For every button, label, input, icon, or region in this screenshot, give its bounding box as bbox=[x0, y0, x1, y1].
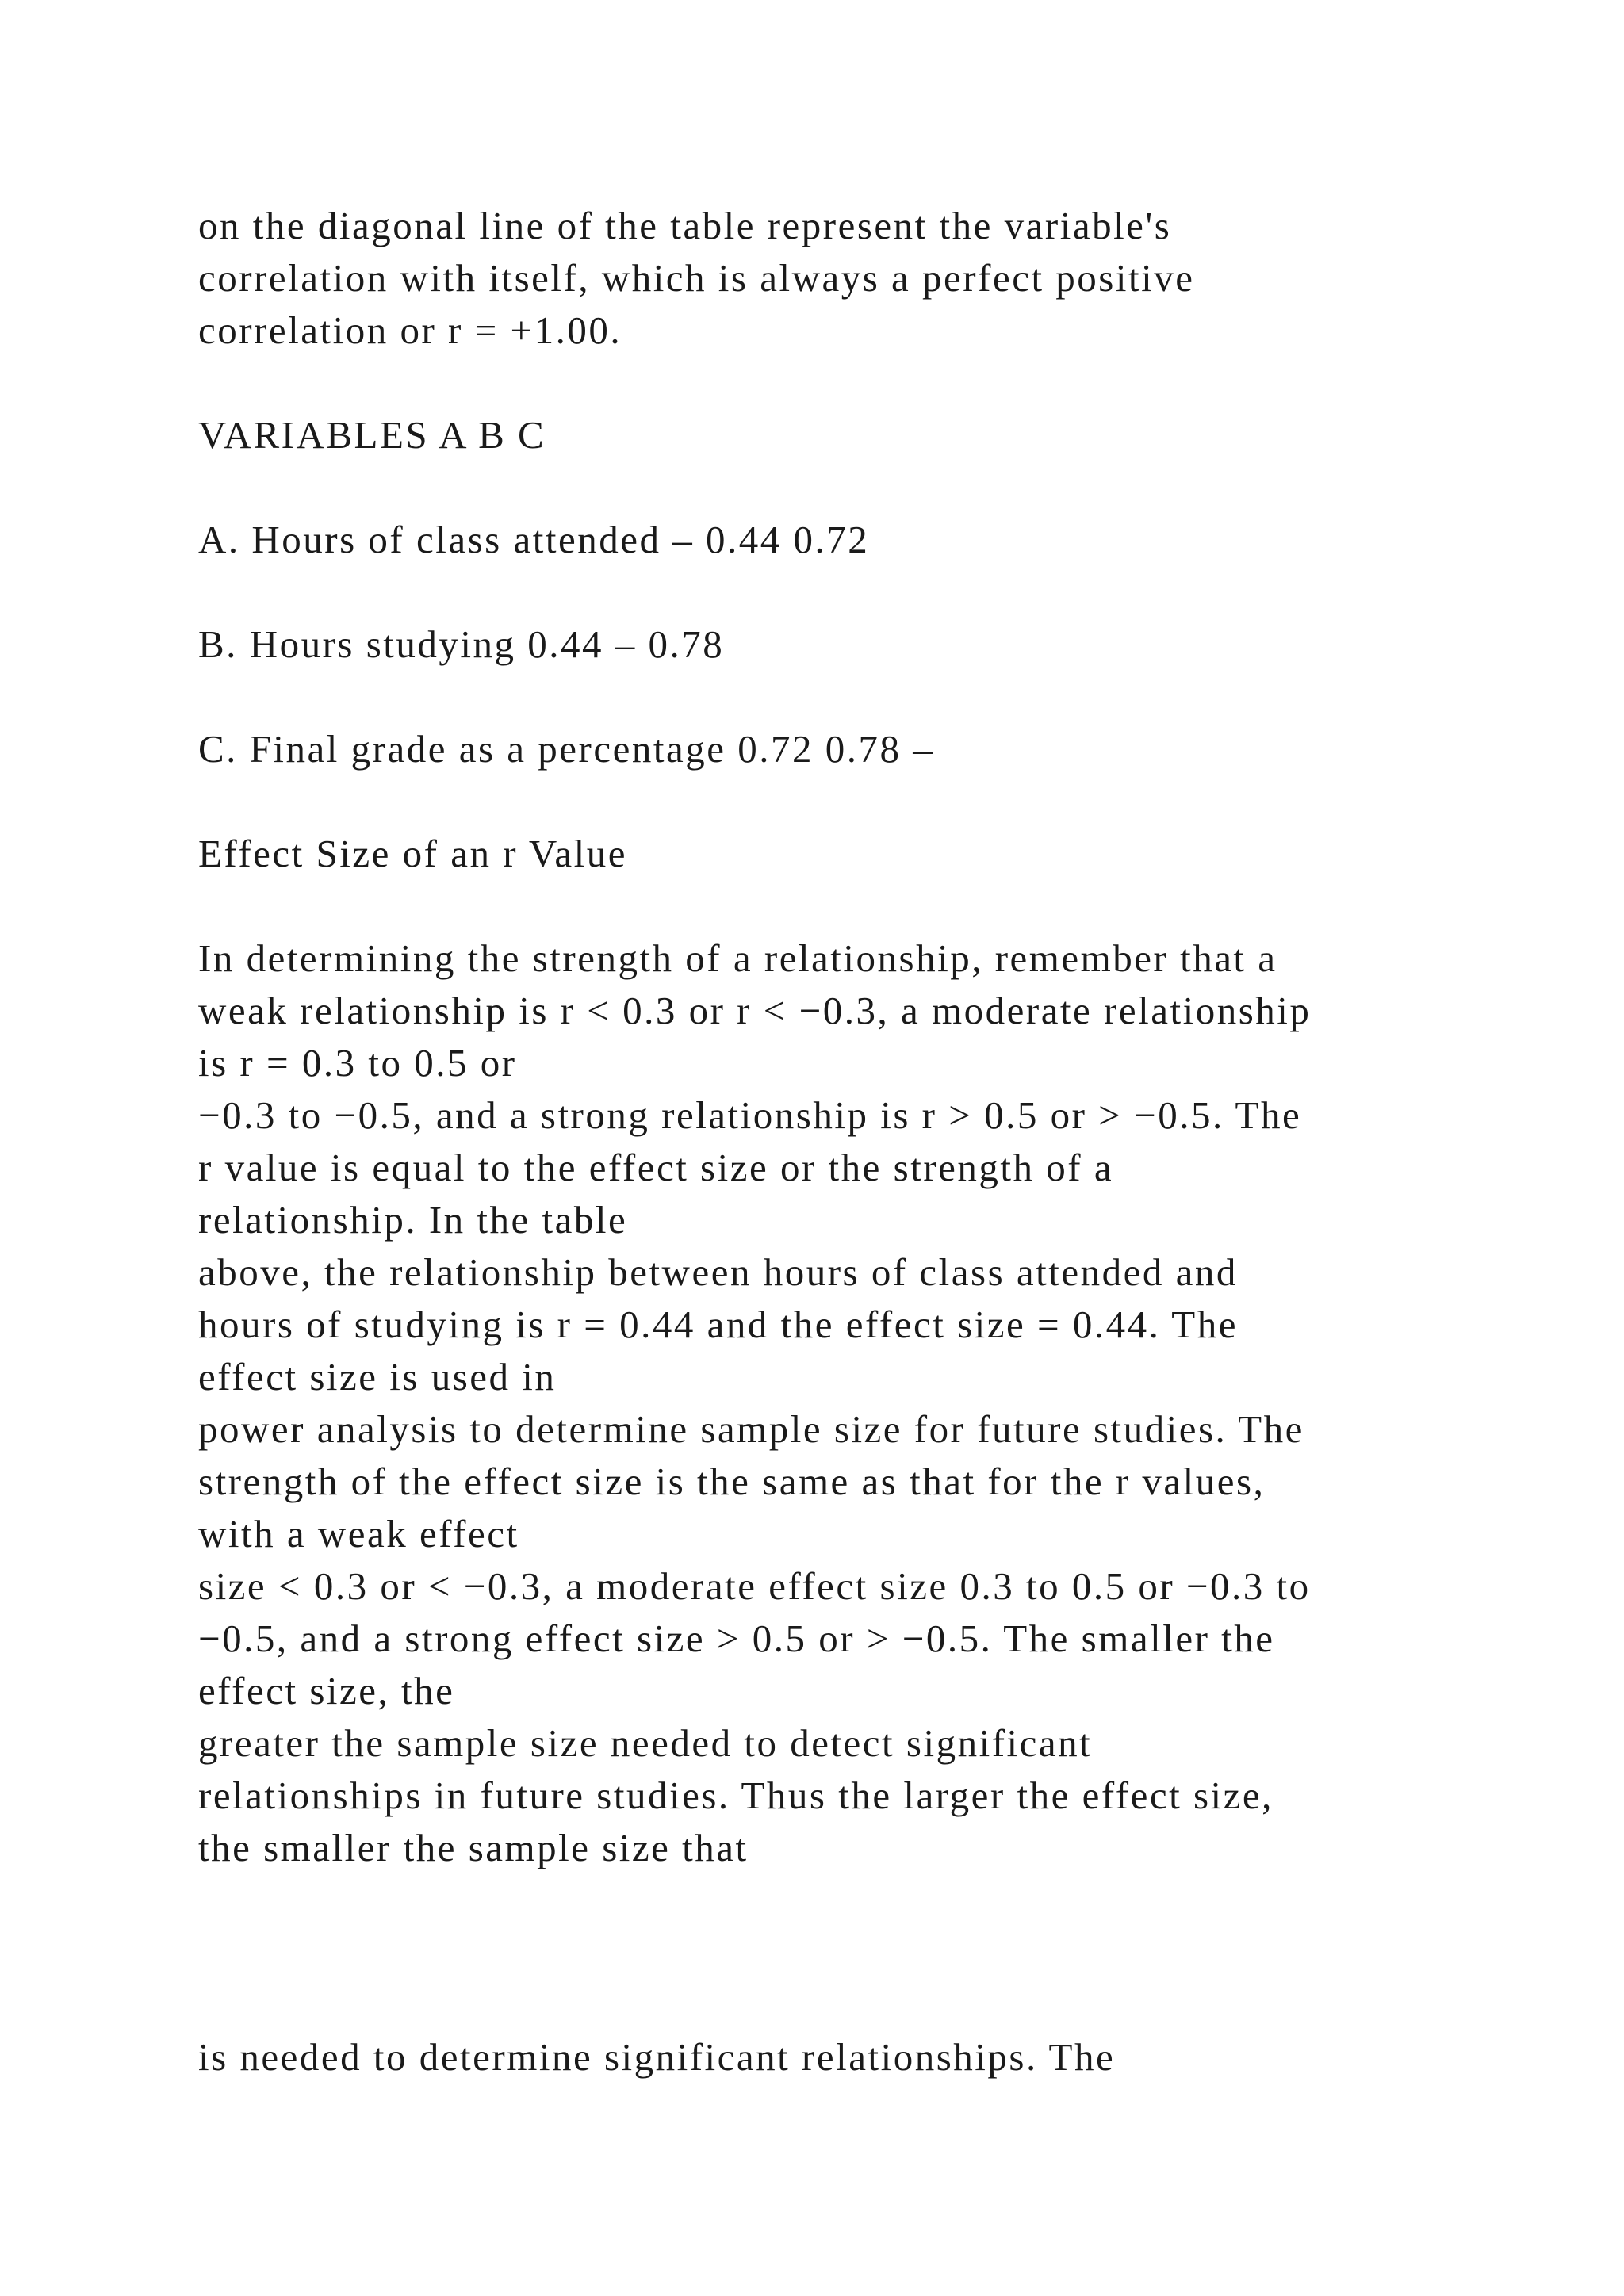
continuation-line: is needed to determine significant relationships. The bbox=[198, 2035, 1116, 2079]
body-line-8: hours of studying is r = 0.44 and the effect size = 0.44. The bbox=[198, 1303, 1238, 1346]
body-line-9: effect size is used in bbox=[198, 1355, 557, 1399]
intro-line-2: correlation with itself, which is always a perfect positive bbox=[198, 256, 1195, 300]
body-line-6: relationship. In the table bbox=[198, 1198, 628, 1242]
body-line-1: In determining the strength of a relationship, remember that a bbox=[198, 936, 1277, 980]
body-line-17: relationships in future studies. Thus the larger the effect size, bbox=[198, 1774, 1274, 1817]
body-line-3: is r = 0.3 to 0.5 or bbox=[198, 1041, 517, 1085]
table-header: VARIABLES A B C bbox=[198, 413, 546, 457]
body-line-7: above, the relationship between hours of class attended and bbox=[198, 1250, 1238, 1294]
intro-line-1: on the diagonal line of the table represent the variable's bbox=[198, 204, 1172, 247]
body-line-12: with a weak effect bbox=[198, 1512, 519, 1556]
table-row-c: C. Final grade as a percentage 0.72 0.78 – bbox=[198, 727, 935, 771]
intro-line-3: correlation or r = +1.00. bbox=[198, 308, 622, 352]
section-heading: Effect Size of an r Value bbox=[198, 832, 627, 875]
body-line-16: greater the sample size needed to detect significant bbox=[198, 1721, 1093, 1765]
table-row-a: A. Hours of class attended – 0.44 0.72 bbox=[198, 518, 870, 561]
body-line-4: −0.3 to −0.5, and a strong relationship is r > 0.5 or > −0.5. The bbox=[198, 1093, 1302, 1137]
body-line-18: the smaller the sample size that bbox=[198, 1826, 749, 1869]
body-line-13: size < 0.3 or < −0.3, a moderate effect size 0.3 to 0.5 or −0.3 to bbox=[198, 1564, 1311, 1608]
body-line-2: weak relationship is r < 0.3 or r < −0.3, a moderate relationship bbox=[198, 989, 1312, 1032]
body-line-10: power analysis to determine sample size for future studies. The bbox=[198, 1407, 1304, 1451]
body-line-11: strength of the effect size is the same as that for the r values, bbox=[198, 1460, 1266, 1503]
body-line-14: −0.5, and a strong effect size > 0.5 or > −0.5. The smaller the bbox=[198, 1617, 1275, 1660]
body-line-5: r value is equal to the effect size or the strength of a bbox=[198, 1146, 1114, 1189]
body-line-15: effect size, the bbox=[198, 1669, 455, 1712]
table-row-b: B. Hours studying 0.44 – 0.78 bbox=[198, 622, 725, 666]
